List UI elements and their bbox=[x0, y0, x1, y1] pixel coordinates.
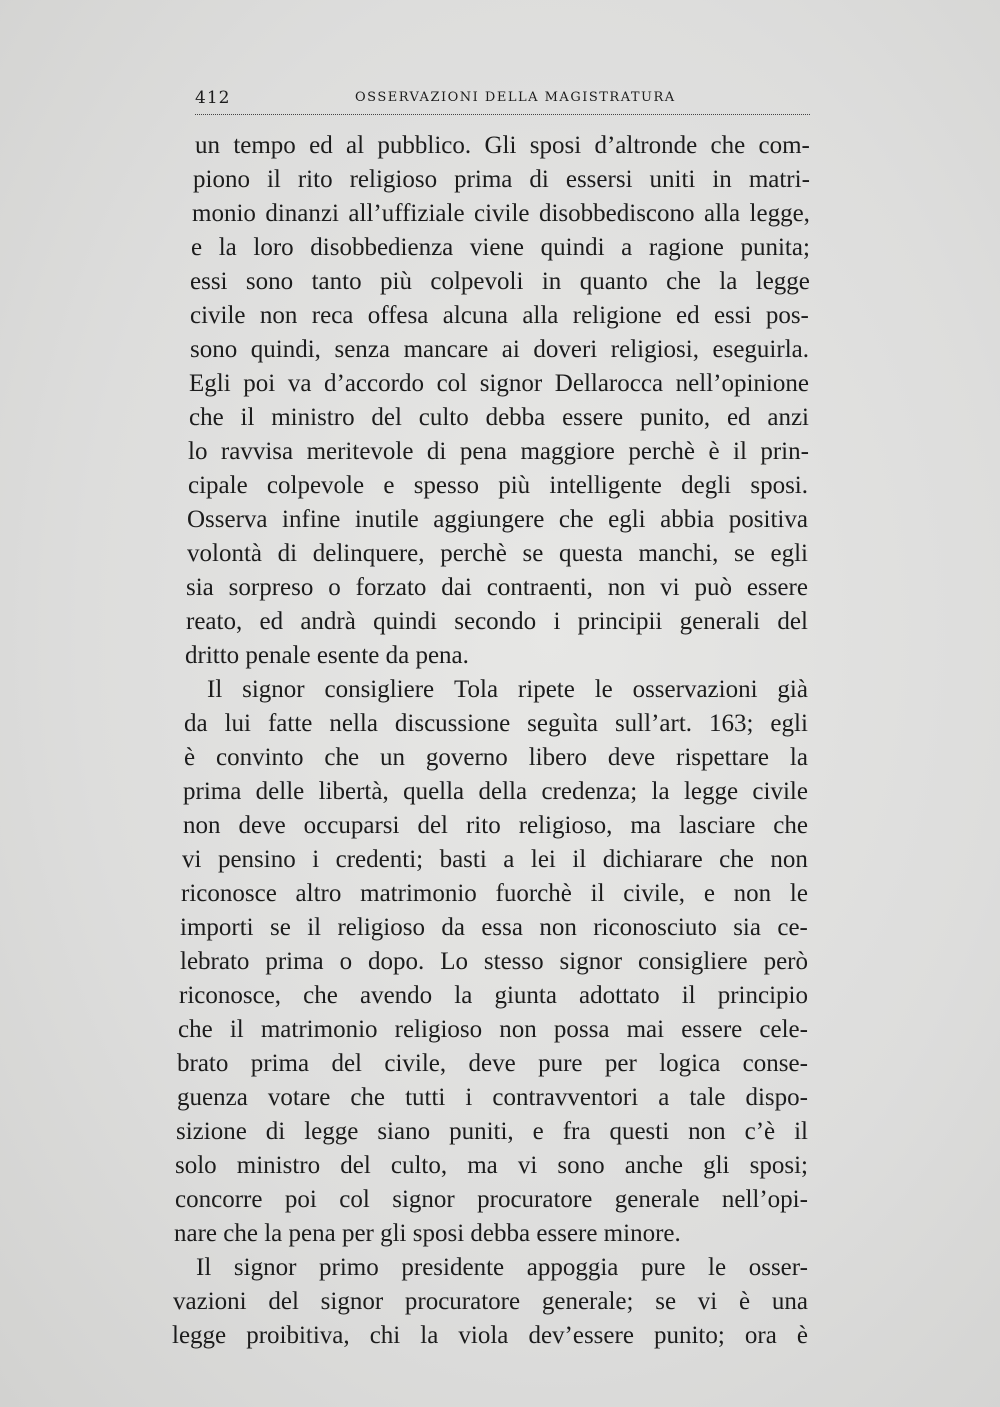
text-line: guenza votare che tutti i contravventori a tale dispo- bbox=[177, 1084, 808, 1111]
text-line: non deve occuparsi del rito religioso, ma lasciare che bbox=[183, 812, 808, 839]
text-line: piono il rito religioso prima di essersi uniti in matri- bbox=[193, 166, 810, 193]
text-line: e la loro disobbedienza viene quindi a ragione punita; bbox=[191, 234, 810, 261]
text-line: vi pensino i credenti; basti a lei il dichiarare che non bbox=[182, 846, 808, 873]
text-line: riconosce altro matrimonio fuorchè il civile, e non le bbox=[181, 880, 808, 907]
text-line: prima delle libertà, quella della credenza; la legge civile bbox=[183, 778, 808, 805]
text-line: sizione di legge siano puniti, e fra questi non c’è il bbox=[176, 1118, 808, 1145]
running-head: OSSERVAZIONI DELLA MAGISTRATURA bbox=[355, 90, 676, 105]
text-line: che il matrimonio religioso non possa mai essere cele- bbox=[178, 1016, 808, 1043]
body-text bbox=[0, 130, 1000, 1349]
text-line: legge proibitiva, chi la viola dev’essere punito; ora è bbox=[172, 1322, 808, 1349]
text-line: reato, ed andrà quindi secondo i principii generali del bbox=[186, 608, 808, 635]
text-line: lo ravvisa meritevole di pena maggiore perchè è il prin- bbox=[188, 438, 809, 465]
text-line: concorre poi col signor procuratore generale nell’opi- bbox=[175, 1186, 808, 1213]
text-line: è convinto che un governo libero deve rispettare la bbox=[184, 744, 808, 771]
page-number: 412 bbox=[195, 88, 231, 108]
text-line: Osserva infine inutile aggiungere che egli abbia positiva bbox=[187, 506, 808, 533]
page-header bbox=[195, 88, 810, 118]
text-line: che il ministro del culto debba essere punito, ed anzi bbox=[189, 404, 809, 431]
text-line: da lui fatte nella discussione seguìta sull’art. 163; egli bbox=[184, 710, 808, 737]
text-line: importi se il religioso da essa non riconosciuto sia ce- bbox=[180, 914, 808, 941]
text-line: cipale colpevole e spesso più intelligente degli sposi. bbox=[188, 472, 808, 499]
text-line: essi sono tanto più colpevoli in quanto che la legge bbox=[190, 268, 810, 295]
text-line: sono quindi, senza mancare ai doveri religiosi, eseguirla. bbox=[190, 336, 809, 363]
text-line: Il signor primo presidente appoggia pure le osser- bbox=[196, 1254, 808, 1281]
text-line: nare che la pena per gli sposi debba essere minore. bbox=[174, 1220, 681, 1247]
text-line: civile non reca offesa alcuna alla religione ed essi pos- bbox=[190, 302, 809, 329]
text-line: riconosce, che avendo la giunta adottato il principio bbox=[179, 982, 808, 1009]
text-line: vazioni del signor procuratore generale; se vi è una bbox=[173, 1288, 808, 1315]
text-line: Il signor consigliere Tola ripete le osservazioni già bbox=[207, 676, 808, 703]
text-line: volontà di delinquere, perchè se questa manchi, se egli bbox=[187, 540, 808, 567]
text-line: Egli poi va d’accordo col signor Dellarocca nell’opinione bbox=[189, 370, 809, 397]
text-line: un tempo ed al pubblico. Gli sposi d’altronde che com- bbox=[195, 132, 810, 159]
text-line: dritto penale esente da pena. bbox=[185, 642, 469, 669]
text-line: solo ministro del culto, ma vi sono anche gli sposi; bbox=[175, 1152, 808, 1179]
text-line: brato prima del civile, deve pure per logica conse- bbox=[177, 1050, 808, 1077]
text-line: sia sorpreso o forzato dai contraenti, non vi può essere bbox=[186, 574, 808, 601]
text-line: lebrato prima o dopo. Lo stesso signor consigliere però bbox=[180, 948, 808, 975]
text-line: monio dinanzi all’uffiziale civile disobbediscono alla legge, bbox=[192, 200, 810, 227]
header-rule bbox=[195, 114, 810, 115]
